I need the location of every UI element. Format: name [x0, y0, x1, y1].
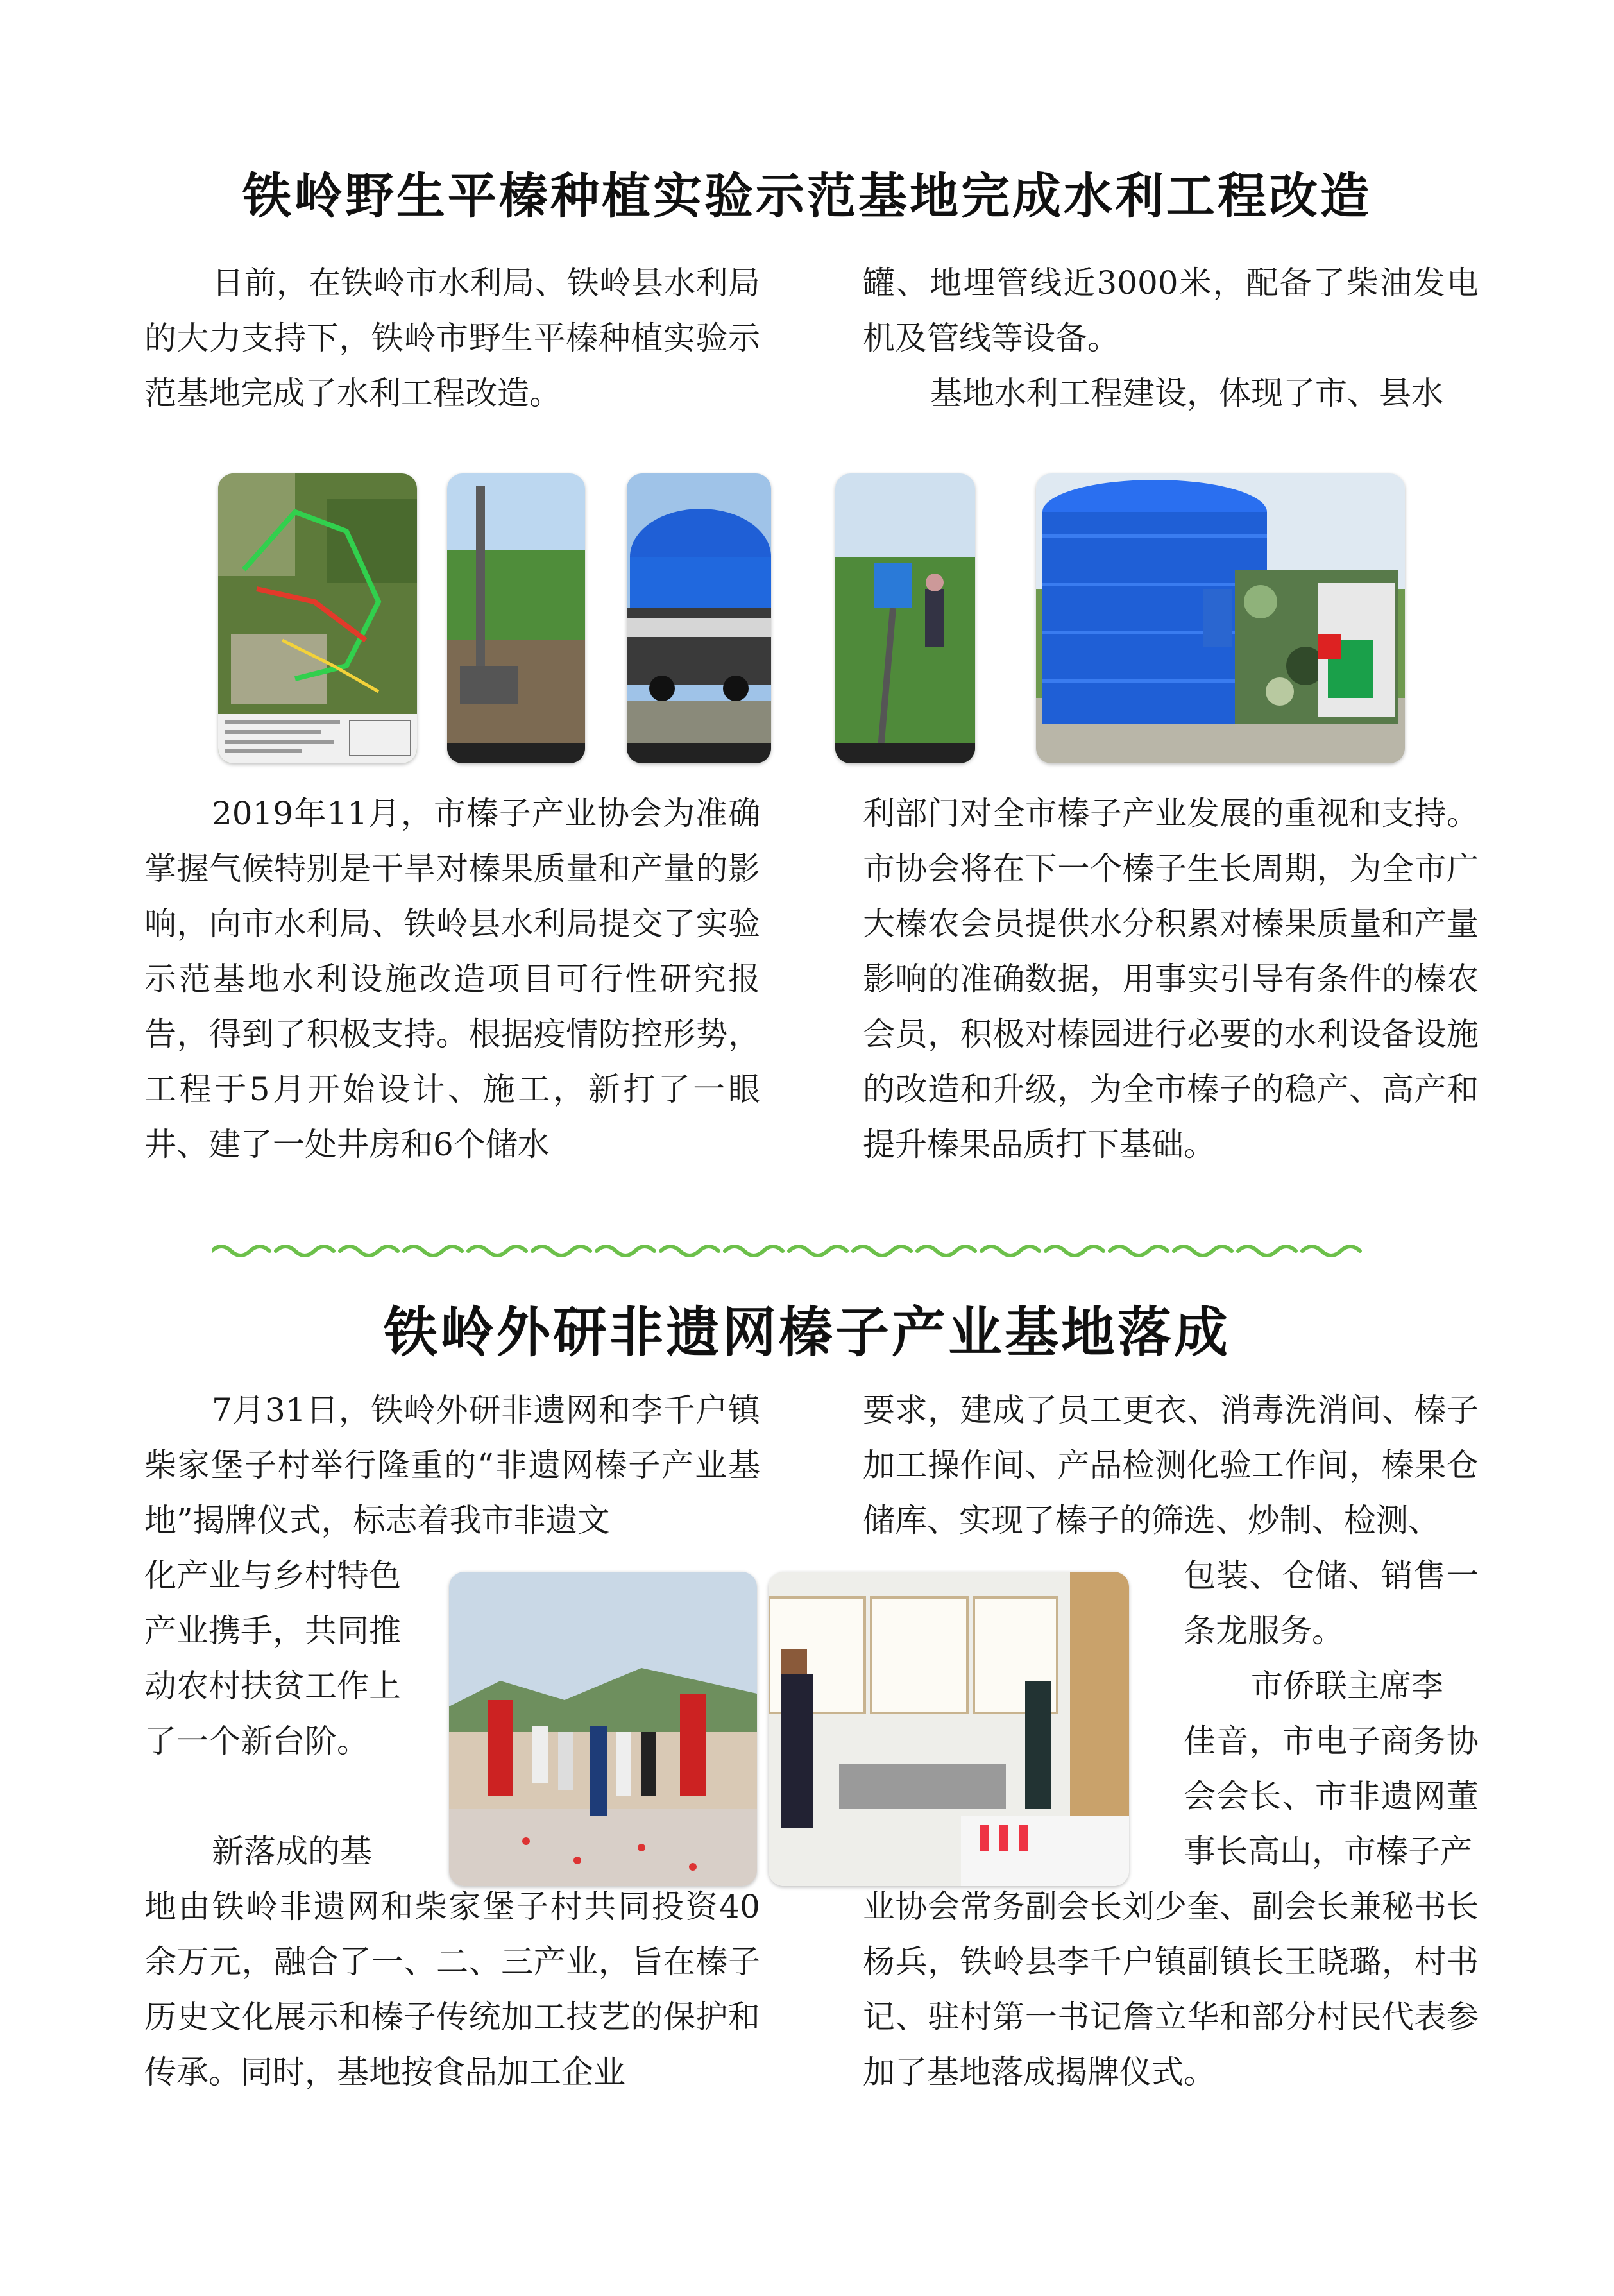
article1-para1-text: 日前，在铁岭市水利局、铁岭县水利局的大力支持下，铁岭市野生平榛种植实验示范基地完成了水利工程改造。 — [144, 264, 760, 412]
ribbon-cutting-photo — [449, 1572, 757, 1886]
article1-para1 — [144, 255, 760, 421]
well-drilling-photo — [447, 473, 585, 763]
article2-para1b: 化产业与乡村特色产业携手，共同推动农村扶贫工作上了一个新台阶。 — [144, 1557, 401, 1760]
article1-para3b: 利部门对全市榛子产业发展的重视和支持。市协会将在下一个榛子生长周期，为全市广大榛农会员提供水分积累对榛果质量和产量影响的准确数据，用事实引导有条件的榛农会员，积极对榛园进行必要的水利设备设施的改造和升级，为全市榛子的稳产、高产和提升榛果品质打下基础。 — [863, 795, 1479, 1163]
article2-para2b: 地由铁岭非遗网和柴家堡子村共同投资40余万元，融合了一、二、三产业，旨在榛子历史文化展示和榛子传统加工技艺的保护和传承。同时，基地按食品加工企业 — [144, 1888, 760, 2091]
article2-para2c: 要求，建成了员工更衣、消毒洗消间、榛子加工操作间、产品检测化验工作间，榛果仓储库、实现了榛子的筛选、炒制、检测、 — [863, 1391, 1479, 1539]
article2-para3c: 业协会常务副会长刘少奎、副会长兼秘书长杨兵，铁岭县李千户镇副镇长王晓璐，村书记、驻村第一书记詹立华和部分村民代表参加了基地落成揭牌仪式。 — [863, 1888, 1479, 2091]
article1-para2b: 罐、地埋管线近3000米，配备了柴油发电机及管线等设备。 — [863, 264, 1479, 357]
tank-and-pump-house-photo — [1036, 473, 1405, 763]
exhibition-room-photo — [769, 1572, 1129, 1886]
article2-title: 铁岭外研非遗网榛子产业基地落成 — [383, 1301, 1230, 1364]
article2-para2a-text: 新落成的基 — [212, 1833, 372, 1870]
article1-para2a — [144, 786, 760, 1172]
wave-divider — [212, 1238, 1402, 1264]
article2-para1a — [144, 1382, 760, 1548]
water-tank-truck-photo — [627, 473, 771, 763]
article1-para3a-text: 基地水利工程建设，体现了市、县水 — [930, 375, 1443, 412]
article2-para3b: 佳音，市电子商务协会会长、市非遗网董事长高山，市榛子产 — [1184, 1722, 1479, 1870]
article1-title: 铁岭野生平榛种植实验示范基地完成水利工程改造 — [242, 167, 1372, 225]
article2-para3a — [1184, 1658, 1479, 1713]
article1-para3a — [863, 366, 1479, 421]
article2-para2d: 包装、仓储、销售一条龙服务。 — [1184, 1557, 1479, 1649]
article2-para1a-text: 7月31日，铁岭外研非遗网和李千户镇柴家堡子村举行隆重的“非遗网榛子产业基地”揭牌仪式，标志着我市非遗文 — [144, 1391, 760, 1539]
article2-para2a — [144, 1824, 414, 1879]
article2-para3a-text: 市侨联主席李 — [1251, 1667, 1443, 1705]
article1-para2a-text: 2019年11月，市榛子产业协会为准确掌握气候特别是干旱对榛果质量和产量的影响，向市水利局、铁岭县水利局提交了实验示范基地水利设施改造项目可行性研究报告，得到了积极支持。根据疫情防控形势，工程于5月开始设计、施工，新打了一眼井、建了一处井房和6个储水 — [144, 795, 760, 1163]
pipe-installation-photo — [835, 473, 975, 763]
map-photo — [218, 473, 417, 763]
